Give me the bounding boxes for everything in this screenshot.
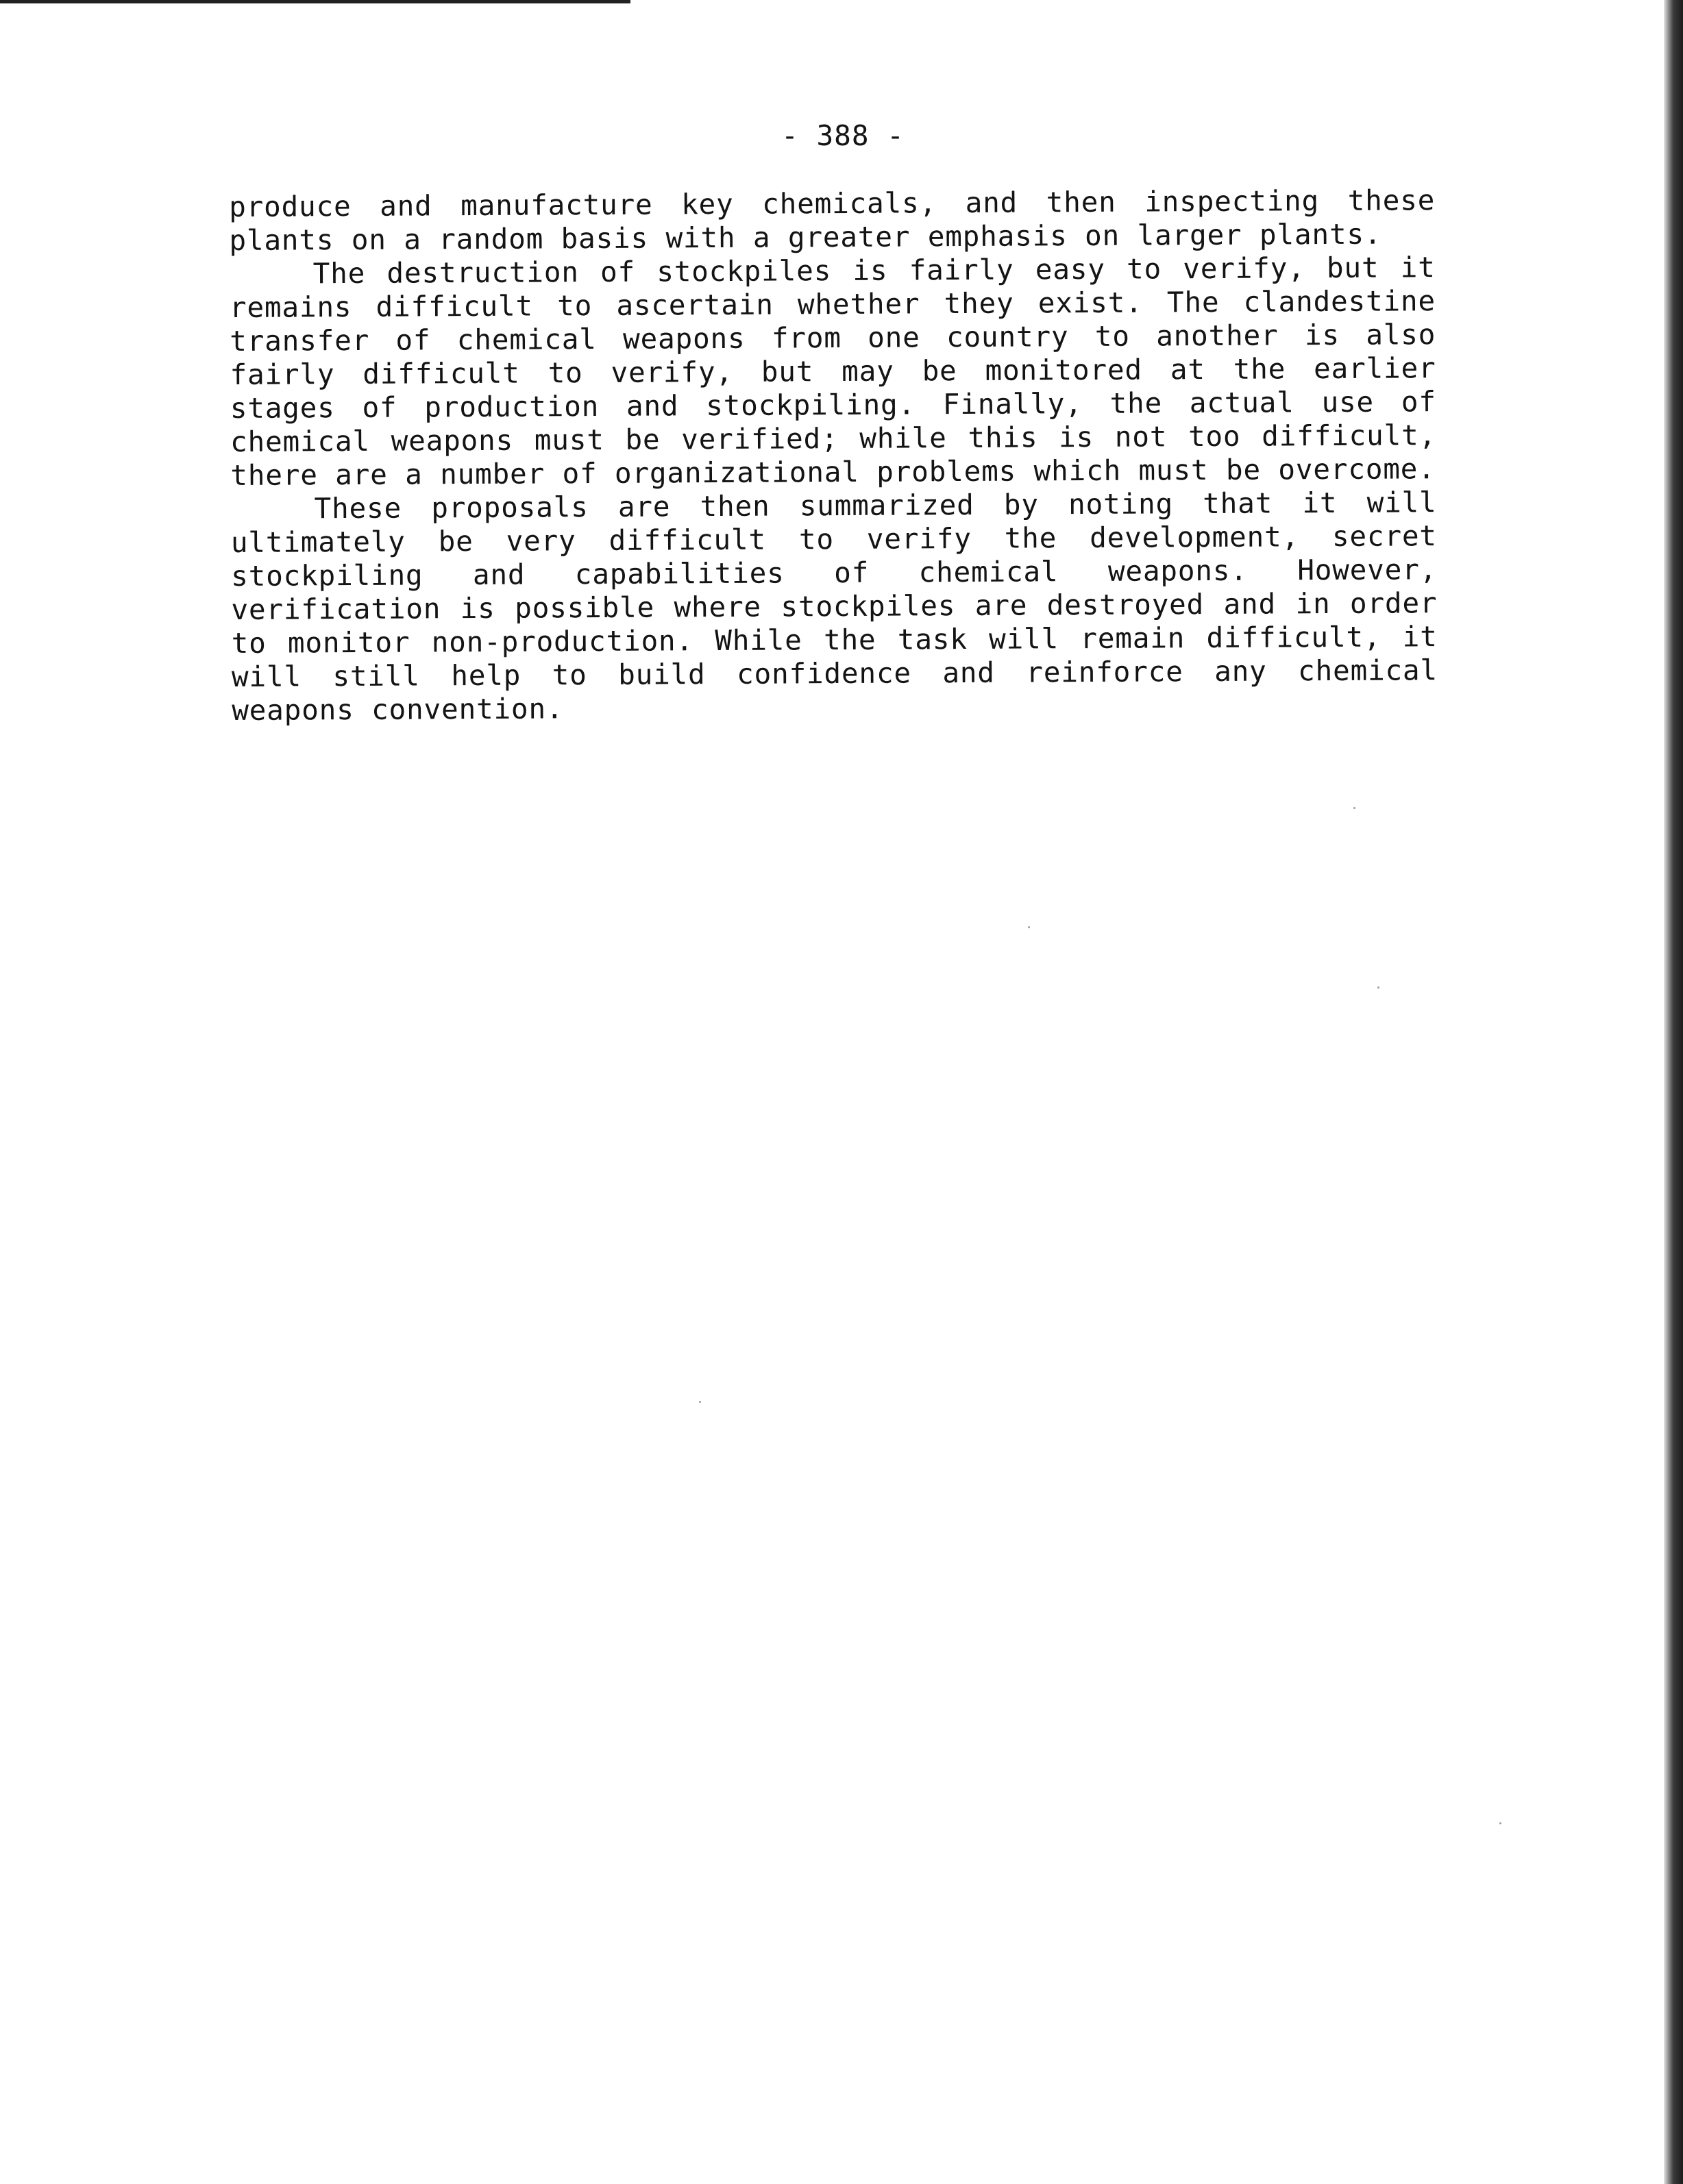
paragraph-summary: These proposals are then summarized by noting that it will ultimately be very difficult to verify the development, secret stockpiling and capabilities of chemical weapons. However, verification is possible where stockpiles are destroyed and in order to monitor non-production. While the task will remain difficult, it will still help to build confidence and reinforce any chemical weapons convention. <box>230 486 1438 727</box>
scan-speck <box>1499 1822 1501 1824</box>
body-text <box>229 184 1438 728</box>
paragraph-stockpile-destruction: The destruction of stockpiles is fairly easy to verify, but it remains difficult to ascertain whether they exist. The clandestine transfer of chemical weapons from one country to another is also fairly difficult to verify, but may be monitored at the earlier stages of production and stockpiling. Finally, the actual use of chemical weapons must be verified; while this is not too difficult, there are a number of organizational problems which must be overcome. <box>229 251 1437 492</box>
scan-speck <box>699 1401 701 1403</box>
scan-speck <box>1028 926 1030 928</box>
scan-speck <box>1377 986 1379 989</box>
scan-top-edge-line <box>0 0 630 3</box>
paragraph-continuation: produce and manufacture key chemicals, and then inspecting these plants on a random basis with a greater emphasis on larger plants. <box>229 184 1436 257</box>
page-number: - 388 - <box>781 119 905 152</box>
scan-right-edge-shadow <box>1664 0 1683 2184</box>
scan-speck <box>1353 807 1355 809</box>
